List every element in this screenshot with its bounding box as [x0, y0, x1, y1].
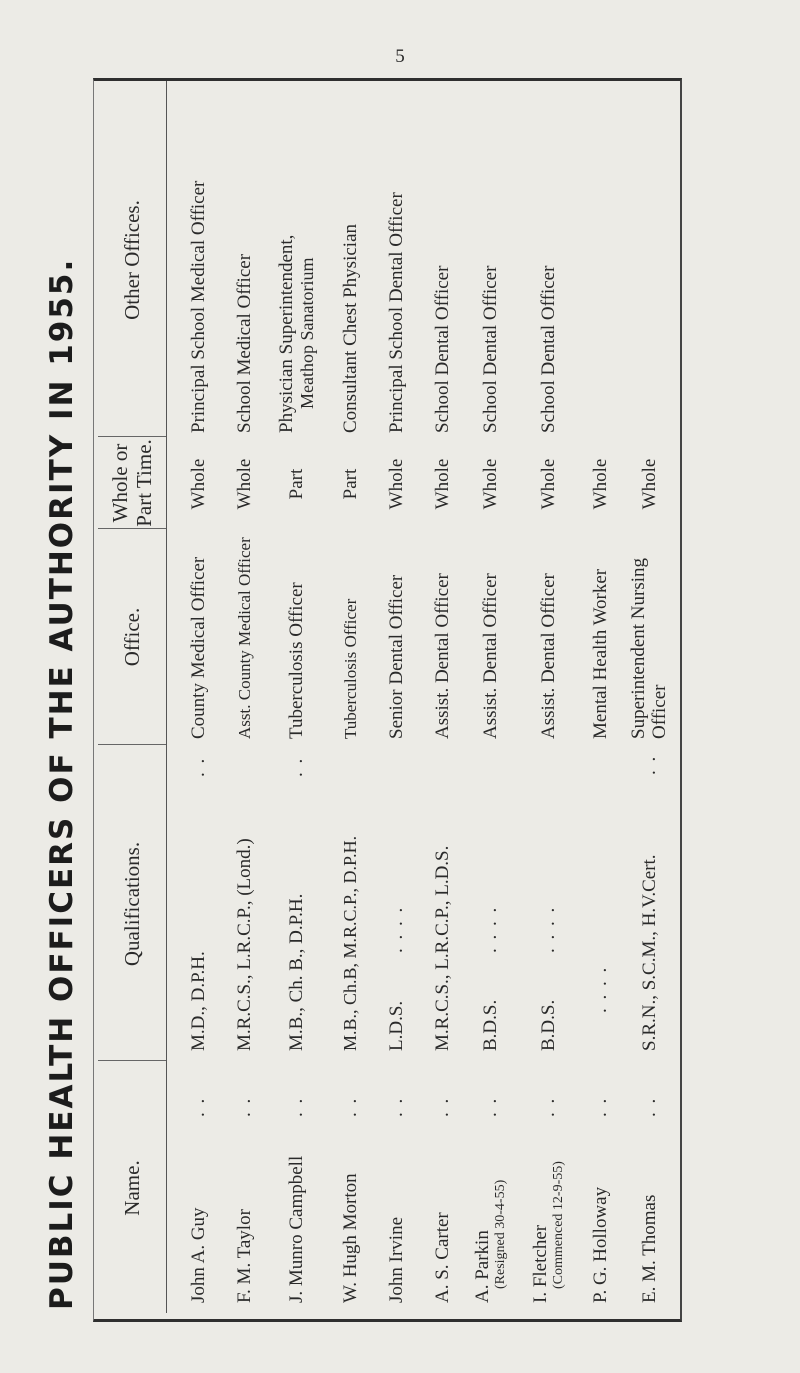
leader-dots: . . . .: [589, 965, 611, 1013]
qualifications: M.B., Ch.B, M.R.C.P., D.P.H.: [339, 835, 360, 1051]
office: Assist. Dental Officer: [431, 573, 453, 739]
leader-dots: . . . .: [537, 905, 559, 953]
leader-dots: . .: [537, 1096, 559, 1117]
whole-or-part: Part: [285, 468, 307, 500]
whole-or-part: Whole: [385, 458, 407, 510]
header-office: Office.: [120, 607, 144, 667]
whole-or-part: Whole: [479, 458, 501, 510]
office: Mental Health Worker: [589, 568, 611, 739]
qualifications: B.D.S.: [537, 999, 559, 1051]
page-number: 5: [395, 46, 405, 67]
other-offices: School Dental Officer: [431, 265, 453, 433]
officer-name: P. G. Holloway: [589, 1186, 611, 1303]
table-row: [176, 81, 220, 1313]
office: Superintendent Nursing Officer: [628, 557, 670, 739]
office: Tuberculosis Officer: [285, 582, 307, 739]
leader-dots: . .: [285, 756, 307, 777]
header-divider: [98, 436, 166, 437]
leader-dots: . .: [589, 1096, 611, 1117]
whole-or-part: Whole: [537, 458, 559, 510]
table-row: [222, 81, 266, 1313]
other-offices: Physician Superintendent, Meathop Sanatorium: [275, 234, 317, 433]
officer-name: John Irvine: [385, 1216, 407, 1303]
whole-or-part: Whole: [233, 458, 255, 510]
officer-name: F. M. Taylor: [233, 1209, 255, 1303]
officers-table: [98, 81, 676, 1313]
qualifications: S.R.N., S.C.M., H.V.Cert.: [638, 854, 660, 1051]
office: Assist. Dental Officer: [537, 573, 559, 739]
leader-dots: . . . .: [385, 905, 407, 953]
table-row: [374, 81, 418, 1313]
leader-dots: . .: [385, 1096, 407, 1117]
leader-dots: . .: [479, 1096, 501, 1117]
header-whole-or-part: Whole or Part Time.: [108, 439, 156, 527]
whole-or-part: Whole: [187, 458, 209, 510]
leader-dots: . .: [187, 1096, 209, 1117]
other-offices: School Dental Officer: [537, 265, 559, 433]
other-offices: School Dental Officer: [479, 265, 501, 433]
leader-dots: . .: [431, 1096, 453, 1117]
document-title: PUBLIC HEALTH OFFICERS OF THE AUTHORITY IN 1955.: [44, 257, 80, 1310]
table-row: [328, 81, 372, 1313]
leader-dots: . .: [285, 1096, 307, 1117]
qualifications: M.D., D.P.H.: [187, 951, 209, 1051]
leader-dots: . .: [638, 1096, 660, 1117]
officer-name: J. Munro Campbell: [285, 1155, 307, 1303]
office: Senior Dental Officer: [385, 574, 407, 739]
table-header: [98, 81, 167, 1313]
whole-or-part: Part: [339, 468, 361, 500]
table-row: [622, 81, 676, 1313]
header-name: Name.: [120, 1160, 144, 1216]
table-row: [420, 81, 464, 1313]
header-qualifications: Qualifications.: [120, 841, 144, 967]
whole-or-part: Whole: [589, 458, 611, 510]
whole-or-part: Whole: [431, 458, 453, 510]
officer-name: I. Fletcher (Commenced 12-9-55): [529, 1161, 566, 1303]
table-row: [578, 81, 622, 1313]
qualifications: B.D.S.: [479, 999, 501, 1051]
other-offices: Principal School Dental Officer: [385, 192, 407, 433]
office: Asst. County Medical Officer: [234, 537, 254, 739]
leader-dots: . .: [339, 1096, 361, 1117]
office: County Medical Officer: [187, 556, 209, 739]
officer-name: E. M. Thomas: [638, 1194, 660, 1303]
officer-name: W. Hugh Morton: [339, 1173, 361, 1303]
leader-dots: . . . .: [479, 905, 501, 953]
header-divider: [98, 1060, 166, 1061]
whole-or-part: Whole: [638, 458, 660, 510]
header-divider: [98, 528, 166, 529]
leader-dots: . .: [233, 1096, 255, 1117]
qualifications: L.D.S.: [385, 1000, 407, 1051]
office: Tuberculosis Officer: [340, 598, 360, 739]
table-row: [464, 81, 516, 1313]
header-other-offices: Other Offices.: [120, 200, 144, 320]
officer-name: A. S. Carter: [431, 1212, 453, 1303]
other-offices: School Medical Officer: [233, 253, 255, 433]
table-row: [270, 81, 322, 1313]
qualifications: M.R.C.S., L.R.C.P., L.D.S.: [431, 845, 453, 1051]
leader-dots: . .: [187, 756, 209, 777]
header-divider: [98, 744, 166, 745]
qualifications: M.B., Ch. B., D.P.H.: [285, 893, 307, 1051]
other-offices: Principal School Medical Officer: [187, 180, 209, 433]
office: Assist. Dental Officer: [479, 573, 501, 739]
table-row: [522, 81, 574, 1313]
qualifications: M.R.C.S., L.R.C.P., (Lond.): [233, 838, 255, 1051]
officer-name: John A. Guy: [187, 1207, 209, 1303]
leader-dots: . .: [638, 754, 660, 775]
other-offices: Consultant Chest Physician: [339, 224, 361, 433]
officer-name: A. Parkin (Resigned 30-4-55): [471, 1179, 508, 1303]
